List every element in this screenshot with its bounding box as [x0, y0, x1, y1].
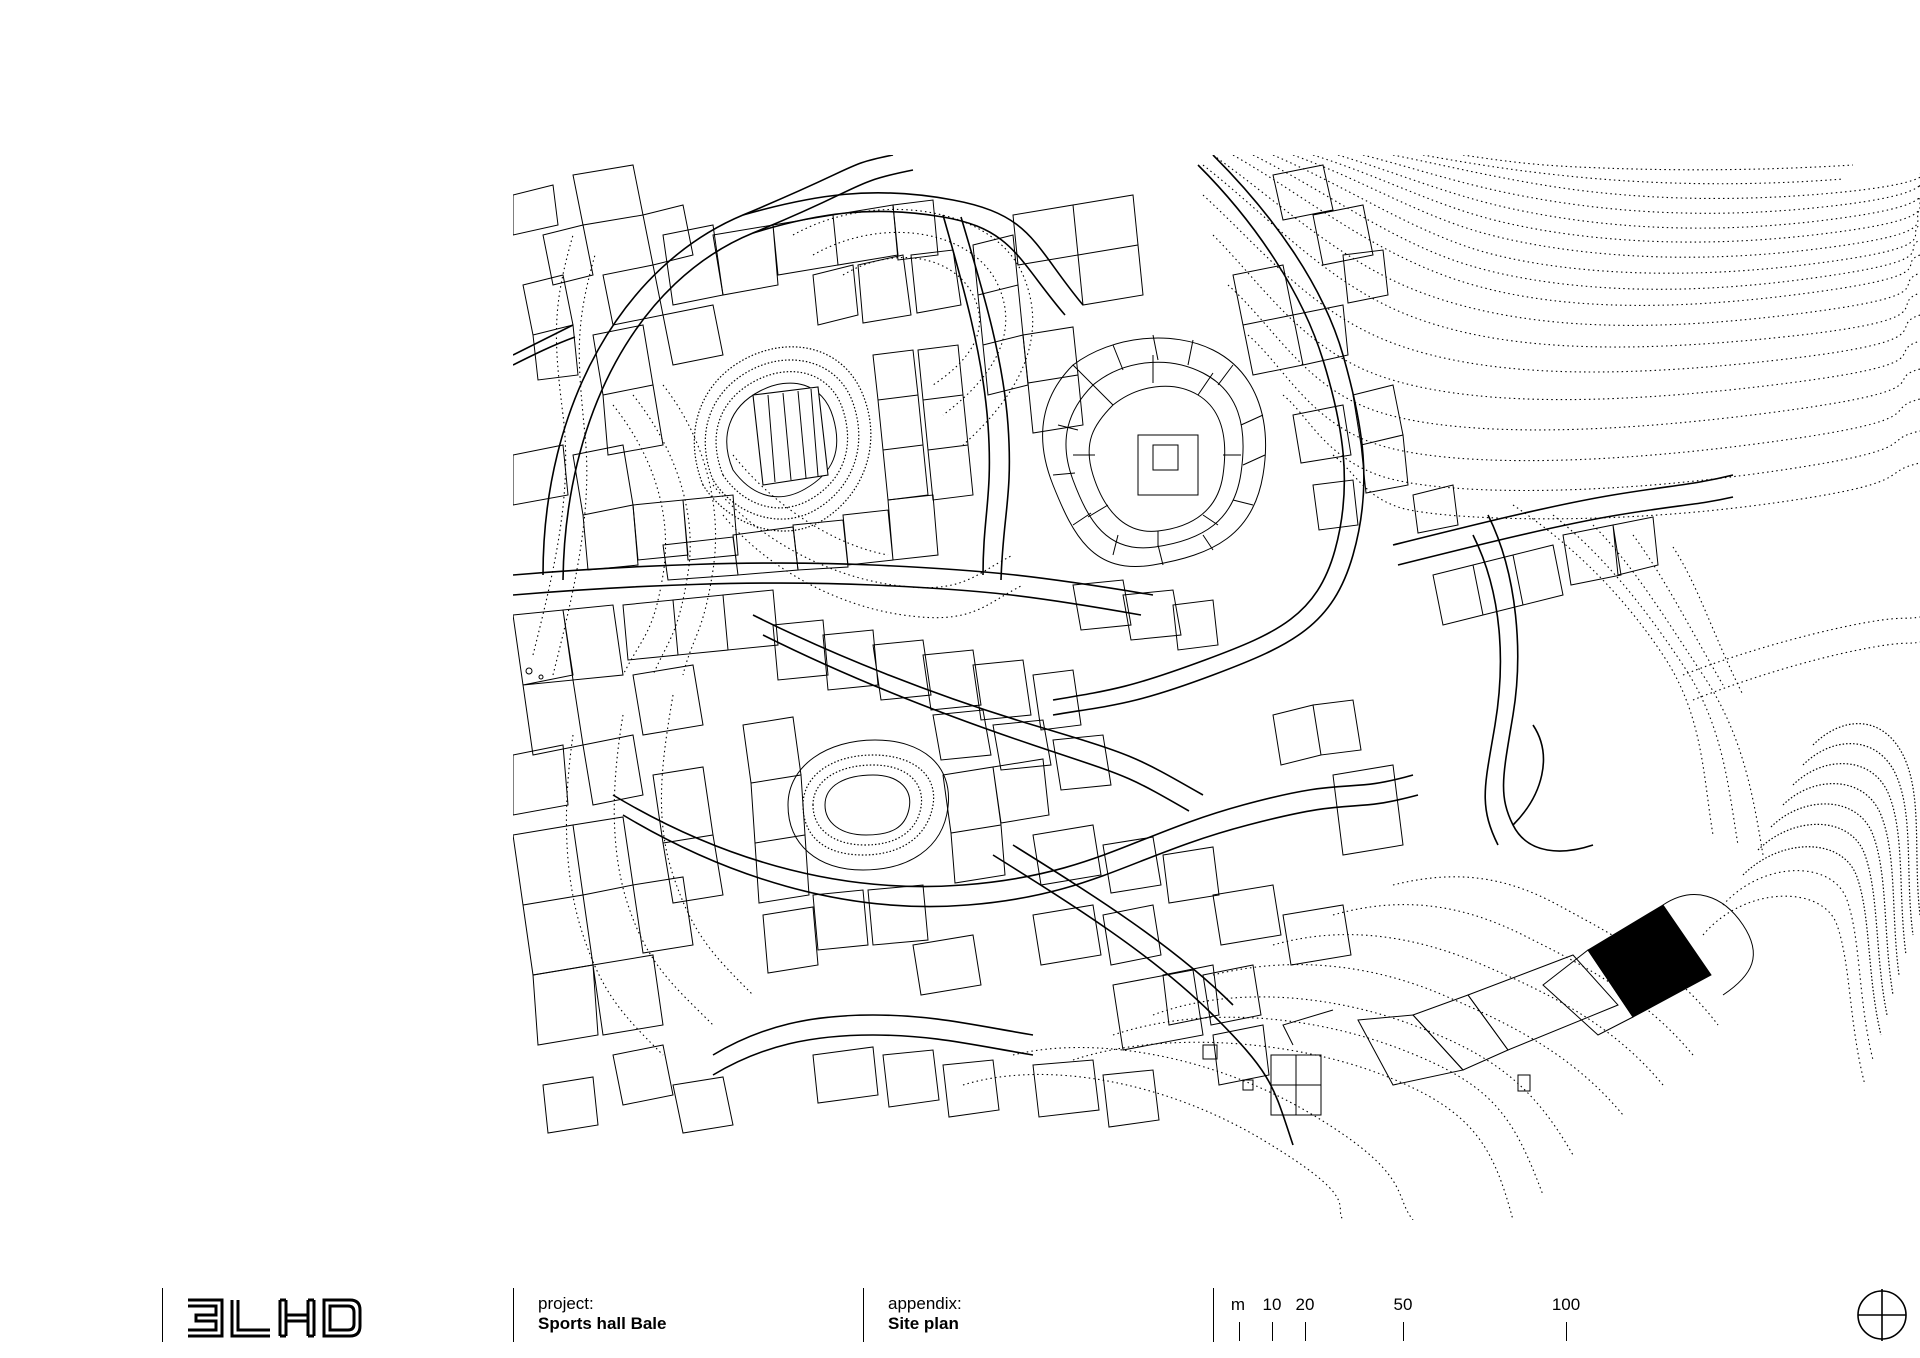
- scale-label-20: 20: [1295, 1295, 1315, 1314]
- sports-hall-footprint: [1588, 905, 1711, 1017]
- project-value: Sports hall Bale: [538, 1314, 667, 1333]
- scale-label-10: 10: [1262, 1295, 1282, 1314]
- site-details: [526, 668, 1530, 1091]
- footer-divider-appendix: [863, 1288, 864, 1342]
- scale-tick-100: [1566, 1322, 1567, 1341]
- north-arrow-icon: [1856, 1288, 1908, 1342]
- appendix-label: appendix:: [888, 1294, 962, 1313]
- south-amphitheatre: [788, 740, 949, 870]
- streets: [513, 155, 1733, 1145]
- scale-tick-50: [1403, 1322, 1404, 1341]
- footer-divider-left: [162, 1288, 163, 1342]
- footer-divider-project: [513, 1288, 514, 1342]
- site-plan-map: [513, 155, 1920, 1220]
- appendix-value: Site plan: [888, 1314, 959, 1333]
- scale-label-50: 50: [1393, 1295, 1413, 1314]
- sports-hall-site: [1283, 895, 1753, 1085]
- scale-tick-0: [1239, 1322, 1240, 1341]
- footer-divider-scale: [1213, 1288, 1214, 1342]
- scale-label-100: 100: [1551, 1295, 1581, 1314]
- project-label: project:: [538, 1294, 594, 1313]
- scale-tick-20: [1305, 1322, 1306, 1341]
- north-amphitheatre: [694, 347, 871, 531]
- company-logo-icon: [186, 1297, 362, 1339]
- scale-tick-10: [1272, 1322, 1273, 1341]
- scale-unit-label: m: [1230, 1295, 1246, 1314]
